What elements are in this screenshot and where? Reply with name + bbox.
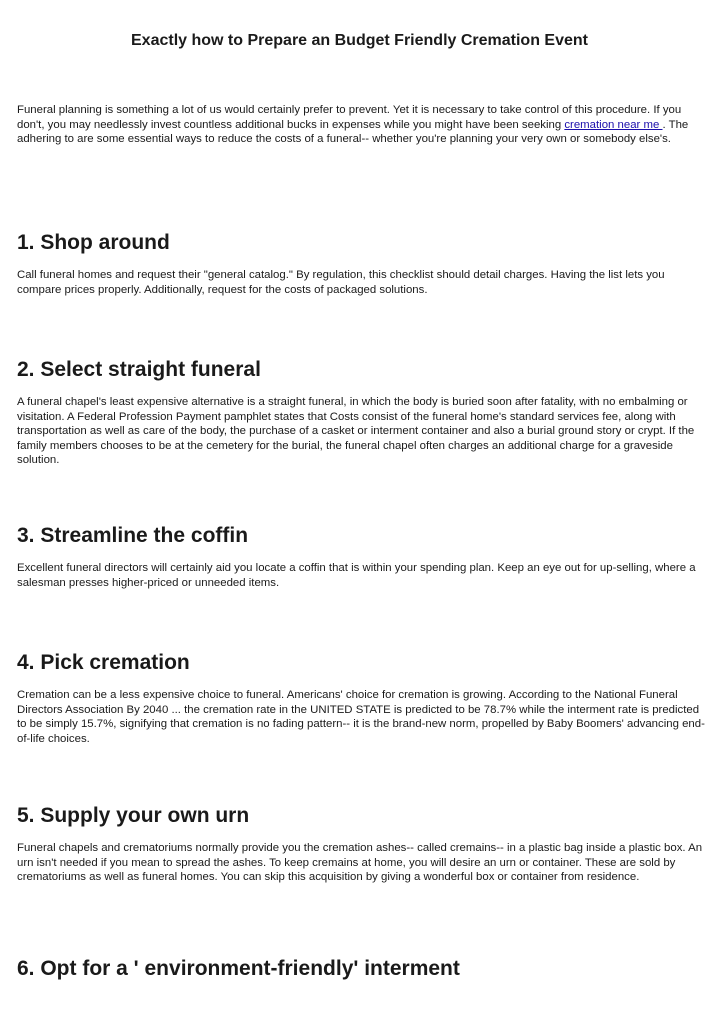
section-5-heading: 5. Supply your own urn [17, 804, 250, 827]
section-3-heading: 3. Streamline the coffin [17, 524, 249, 547]
section-6-heading: 6. Opt for a ' environment-friendly' interment [17, 957, 460, 980]
section-4-heading: 4. Pick cremation [17, 651, 190, 674]
intro-paragraph [17, 103, 705, 147]
section-2-heading: 2. Select straight funeral [17, 358, 261, 381]
section-1-body: Call funeral homes and request their "general catalog." By regulation, this checklist should detail charges. Having the list lets you compare prices properly. Additionally, request for the costs of packaged solutions. [17, 269, 665, 296]
section-2-body: A funeral chapel's least expensive alternative is a straight funeral, in which the body is buried soon after fatality, with no embalming or visitation. A Federal Profession Payment pamphlet states that Costs consist of the funeral home's standard services fee, along with transportation as well as care of the body, the purchase of a casket or interment container and also a burial ground story or crypt. If the family members chooses to be at the cemetery for the burial, the funeral chapel often charges an additional charge for a graveside solution. [17, 396, 695, 467]
intro-text-after-link: . The adhering to are some essential ways to reduce the costs of a funeral-- whether you're planning your very own or somebody else's. [17, 118, 689, 146]
section-5-body: Funeral chapels and crematoriums normally provide you the cremation ashes-- called cremains-- in a plastic bag inside a plastic box. An urn isn't needed if you mean to spread the ashes. To keep cremains at home, you will desire an urn or container. These are sold by crematoriums as well as funeral homes. You can skip this acquisition by giving a wonderful box or container from residence. [17, 842, 703, 884]
intro-text-before-link: Funeral planning is something a lot of us would certainly prefer to prevent. Yet it is necessary to take control of this procedure. If you don't, you may needlessly invest countless additional bucks in expenses while you might have been seeking [17, 104, 682, 131]
section-4-body: Cremation can be a less expensive choice to funeral. Americans' choice for cremation is growing. According to the National Funeral Directors Association By 2040 ... the cremation rate in the UNITED STATE is predicted to be 78.7% while the interment rate is predicted to be simply 15.7%, signifying that cremation is no fading pattern-- it is the brand-new norm, propelled by Baby Boomers' advancing end-of-life choices. [17, 689, 705, 745]
section-1-heading: 1. Shop around [17, 231, 170, 254]
cremation-near-me-link[interactable]: cremation near me [564, 118, 663, 131]
page-title: Exactly how to Prepare an Budget Friendly Cremation Event [131, 32, 588, 49]
section-3-body: Excellent funeral directors will certainly aid you locate a coffin that is within your spending plan. Keep an eye out for up-selling, where a salesman presses higher-priced or unneeded items. [17, 562, 696, 589]
